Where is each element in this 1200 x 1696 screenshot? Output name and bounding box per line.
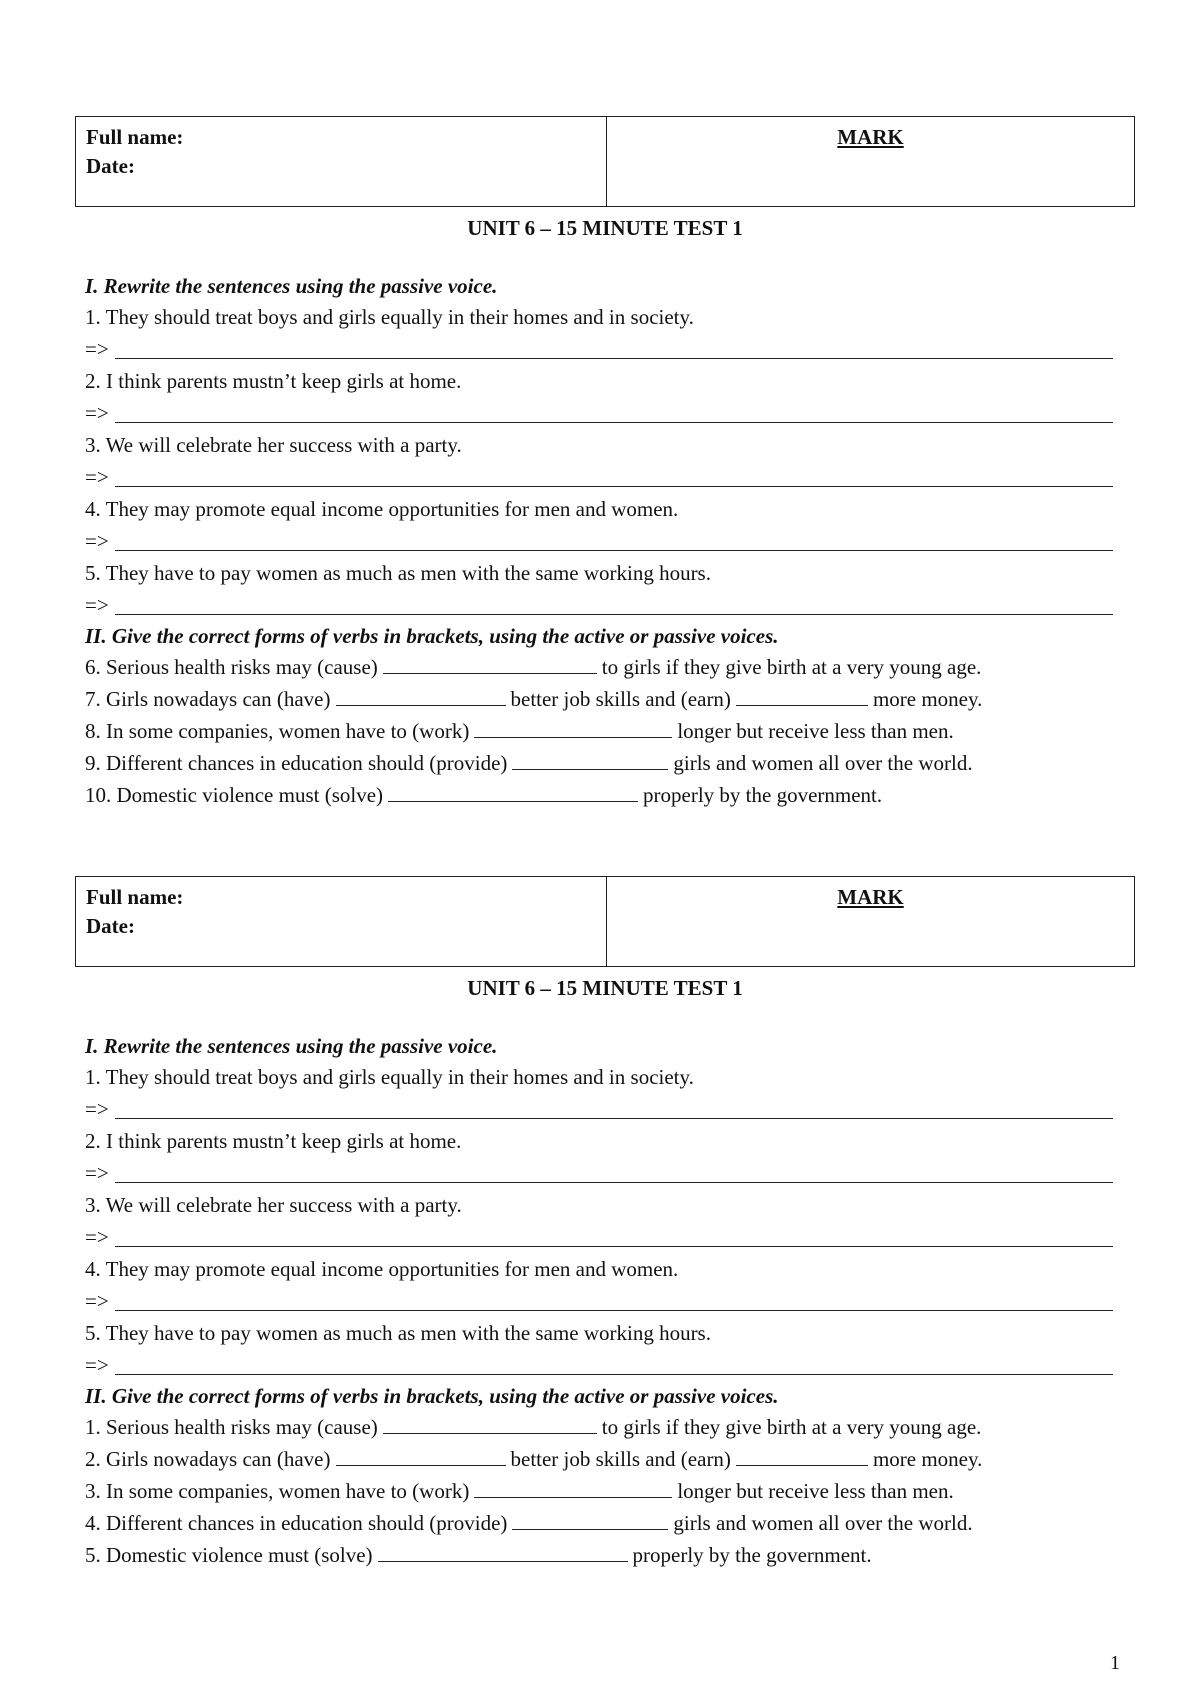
- verb-blank[interactable]: [378, 1541, 628, 1562]
- student-info-cell: [76, 117, 607, 206]
- verb-question: [75, 1475, 1135, 1507]
- rewrite-answer-line[interactable]: [75, 397, 1135, 429]
- answer-blank[interactable]: [115, 1117, 1113, 1119]
- verb-question-text: 8. In some companies, women have to (work): [85, 719, 470, 743]
- section-1-heading: I. Rewrite the sentences using the passive voice.: [85, 274, 498, 298]
- rewrite-answer-line[interactable]: [75, 1285, 1135, 1317]
- verb-question: [75, 1507, 1135, 1539]
- rewrite-question: 4. They may promote equal income opportunities for men and women.: [85, 497, 679, 521]
- verb-question: [75, 1443, 1135, 1475]
- verb-blank[interactable]: [336, 685, 506, 706]
- verb-blank[interactable]: [474, 1477, 672, 1498]
- rewrite-question: 3. We will celebrate her success with a party.: [85, 433, 462, 457]
- verb-blank[interactable]: [512, 749, 668, 770]
- answer-blank[interactable]: [115, 1373, 1113, 1375]
- verb-blank[interactable]: [512, 1509, 668, 1530]
- verb-blank[interactable]: [736, 1445, 868, 1466]
- page-number: 1: [1110, 1652, 1120, 1674]
- rewrite-answer-line[interactable]: [75, 1221, 1135, 1253]
- verb-question-text: to girls if they give birth at a very young age.: [601, 655, 982, 679]
- answer-arrow: =>: [85, 337, 109, 361]
- verb-question-text: girls and women all over the world.: [673, 1511, 973, 1535]
- student-info-table: [75, 876, 1135, 967]
- verb-question-text: 10. Domestic violence must (solve): [85, 783, 384, 807]
- verb-question-text: better job skills and (earn): [510, 687, 731, 711]
- rewrite-question: 4. They may promote equal income opportunities for men and women.: [85, 1257, 679, 1281]
- verb-question: [75, 1539, 1135, 1571]
- answer-blank[interactable]: [115, 1181, 1113, 1183]
- rewrite-answer-line[interactable]: [75, 333, 1135, 365]
- student-info-table: [75, 116, 1135, 207]
- rewrite-answer-line[interactable]: [75, 589, 1135, 621]
- test-title: UNIT 6 – 15 MINUTE TEST 1: [467, 976, 743, 1000]
- answer-arrow: =>: [85, 1289, 109, 1313]
- section-1-heading: I. Rewrite the sentences using the passive voice.: [85, 1034, 498, 1058]
- verb-question-text: more money.: [872, 1447, 983, 1471]
- mark-cell: [607, 117, 1134, 206]
- verb-question: [75, 715, 1135, 747]
- full-name-label: Full name:: [86, 125, 184, 149]
- rewrite-question: 2. I think parents mustn’t keep girls at home.: [85, 1129, 462, 1153]
- answer-arrow: =>: [85, 465, 109, 489]
- verb-question-text: to girls if they give birth at a very young age.: [601, 1415, 982, 1439]
- rewrite-question: 1. They should treat boys and girls equally in their homes and in society.: [85, 1065, 694, 1089]
- verb-question: [75, 1411, 1135, 1443]
- verb-question-text: 5. Domestic violence must (solve): [85, 1543, 373, 1567]
- answer-arrow: =>: [85, 1097, 109, 1121]
- test-block-2: [75, 876, 1135, 1571]
- verb-question-text: 9. Different chances in education should (provide): [85, 751, 508, 775]
- rewrite-answer-line[interactable]: [75, 1157, 1135, 1189]
- verb-question: [75, 747, 1135, 779]
- date-label: Date:: [86, 914, 135, 938]
- rewrite-question: 5. They have to pay women as much as men with the same working hours.: [85, 561, 711, 585]
- rewrite-question: 2. I think parents mustn’t keep girls at home.: [85, 369, 462, 393]
- rewrite-question: 5. They have to pay women as much as men with the same working hours.: [85, 1321, 711, 1345]
- rewrite-answer-line[interactable]: [75, 1349, 1135, 1381]
- verb-question-text: properly by the government.: [632, 1543, 872, 1567]
- rewrite-answer-line[interactable]: [75, 1093, 1135, 1125]
- answer-blank[interactable]: [115, 485, 1113, 487]
- verb-blank[interactable]: [736, 685, 868, 706]
- answer-blank[interactable]: [115, 613, 1113, 615]
- answer-arrow: =>: [85, 593, 109, 617]
- verb-question-text: 7. Girls nowadays can (have): [85, 687, 331, 711]
- test-title: UNIT 6 – 15 MINUTE TEST 1: [467, 216, 743, 240]
- rewrite-question: 3. We will celebrate her success with a party.: [85, 1193, 462, 1217]
- verb-blank[interactable]: [474, 717, 672, 738]
- verb-blank[interactable]: [383, 653, 597, 674]
- verb-question: [75, 779, 1135, 811]
- answer-arrow: =>: [85, 1161, 109, 1185]
- section-2-heading: II. Give the correct forms of verbs in brackets, using the active or passive voices.: [85, 1384, 779, 1408]
- rewrite-answer-line[interactable]: [75, 525, 1135, 557]
- rewrite-question: 1. They should treat boys and girls equally in their homes and in society.: [85, 305, 694, 329]
- answer-arrow: =>: [85, 1353, 109, 1377]
- date-label: Date:: [86, 154, 135, 178]
- answer-blank[interactable]: [115, 549, 1113, 551]
- verb-question: [75, 651, 1135, 683]
- mark-label: MARK: [837, 125, 904, 149]
- answer-blank[interactable]: [115, 1245, 1113, 1247]
- answer-blank[interactable]: [115, 1309, 1113, 1311]
- answer-arrow: =>: [85, 529, 109, 553]
- mark-cell: [607, 877, 1134, 966]
- verb-blank[interactable]: [336, 1445, 506, 1466]
- verb-question-text: properly by the government.: [643, 783, 883, 807]
- verb-question-text: 3. In some companies, women have to (work): [85, 1479, 470, 1503]
- verb-question-text: 1. Serious health risks may (cause): [85, 1415, 378, 1439]
- answer-arrow: =>: [85, 1225, 109, 1249]
- section-2-heading: II. Give the correct forms of verbs in brackets, using the active or passive voices.: [85, 624, 779, 648]
- verb-question-text: 2. Girls nowadays can (have): [85, 1447, 331, 1471]
- answer-blank[interactable]: [115, 421, 1113, 423]
- verb-blank[interactable]: [388, 781, 638, 802]
- verb-question-text: longer but receive less than men.: [677, 1479, 954, 1503]
- verb-question-text: girls and women all over the world.: [673, 751, 973, 775]
- verb-question: [75, 683, 1135, 715]
- answer-arrow: =>: [85, 401, 109, 425]
- verb-question-text: 4. Different chances in education should (provide): [85, 1511, 508, 1535]
- student-info-cell: [76, 877, 607, 966]
- verb-question-text: better job skills and (earn): [510, 1447, 731, 1471]
- rewrite-answer-line[interactable]: [75, 461, 1135, 493]
- mark-label: MARK: [837, 885, 904, 909]
- verb-blank[interactable]: [383, 1413, 597, 1434]
- test-block-1: [75, 116, 1135, 811]
- full-name-label: Full name:: [86, 885, 184, 909]
- verb-question-text: 6. Serious health risks may (cause): [85, 655, 378, 679]
- verb-question-text: longer but receive less than men.: [677, 719, 954, 743]
- verb-question-text: more money.: [872, 687, 983, 711]
- answer-blank[interactable]: [115, 357, 1113, 359]
